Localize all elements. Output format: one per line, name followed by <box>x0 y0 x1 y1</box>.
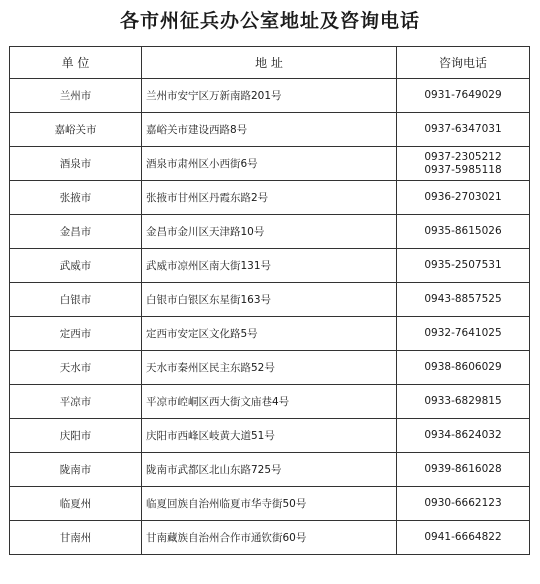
phone-number: 0933-6829815 <box>424 395 502 407</box>
column-header-address: 地 址 <box>142 47 397 79</box>
address-cell: 临夏回族自治州临夏市华寺街50号 <box>142 487 397 521</box>
address-cell: 陇南市武都区北山东路725号 <box>142 453 397 487</box>
phone-number: 0937-5985118 <box>424 163 502 176</box>
phone-number: 0936-2703021 <box>424 191 502 203</box>
page-title: 各市州征兵办公室地址及咨询电话 <box>119 10 420 32</box>
address-cell: 甘南藏族自治州合作市通钦街60号 <box>142 521 397 555</box>
address-cell: 嘉峪关市建设西路8号 <box>142 113 397 147</box>
phone-number: 0937-6347031 <box>424 123 502 135</box>
recruitment-office-table-container <box>9 46 530 555</box>
table-header-row <box>10 47 530 79</box>
address-cell: 兰州市安宁区万新南路201号 <box>142 79 397 113</box>
phone-cell <box>397 453 530 487</box>
phone-cell <box>397 79 530 113</box>
phone-cell <box>397 113 530 147</box>
phone-number: 0939-8616028 <box>424 463 502 475</box>
column-header-unit: 单 位 <box>10 47 142 79</box>
table-row <box>10 419 530 453</box>
phone-cell <box>397 283 530 317</box>
address-cell: 平凉市崆峒区西大街文庙巷4号 <box>142 385 397 419</box>
unit-cell: 定西市 <box>10 317 142 351</box>
table-row <box>10 113 530 147</box>
unit-cell: 白银市 <box>10 283 142 317</box>
address-cell: 武威市凉州区南大街131号 <box>142 249 397 283</box>
address-cell: 庆阳市西峰区岐黄大道51号 <box>142 419 397 453</box>
phone-number: 0934-8624032 <box>424 429 502 441</box>
address-cell: 金昌市金川区天津路10号 <box>142 215 397 249</box>
unit-cell: 陇南市 <box>10 453 142 487</box>
phone-cell <box>397 419 530 453</box>
unit-cell: 庆阳市 <box>10 419 142 453</box>
phone-number: 0935-8615026 <box>424 225 502 237</box>
table-row <box>10 487 530 521</box>
recruitment-office-table <box>9 46 530 555</box>
phone-cell <box>397 521 530 555</box>
phone-number: 0943-8857525 <box>424 293 502 305</box>
table-body <box>10 79 530 555</box>
phone-number: 0932-7641025 <box>424 327 502 339</box>
unit-cell: 临夏州 <box>10 487 142 521</box>
table-row <box>10 453 530 487</box>
unit-cell: 武威市 <box>10 249 142 283</box>
table-row <box>10 521 530 555</box>
unit-cell: 酒泉市 <box>10 147 142 181</box>
phone-number: 0937-2305212 <box>424 150 502 163</box>
table-row <box>10 249 530 283</box>
table-row <box>10 283 530 317</box>
address-cell: 天水市秦州区民主东路52号 <box>142 351 397 385</box>
address-cell: 酒泉市肃州区小西街6号 <box>142 147 397 181</box>
phone-cell <box>397 385 530 419</box>
table-row <box>10 181 530 215</box>
address-cell: 白银市白银区东星街163号 <box>142 283 397 317</box>
phone-number: 0938-8606029 <box>424 361 502 373</box>
phone-cell <box>397 181 530 215</box>
table-row <box>10 385 530 419</box>
table-row <box>10 215 530 249</box>
phone-cell <box>397 215 530 249</box>
table-row <box>10 351 530 385</box>
phone-cell <box>397 351 530 385</box>
address-cell: 定西市安定区文化路5号 <box>142 317 397 351</box>
unit-cell: 嘉峪关市 <box>10 113 142 147</box>
unit-cell: 天水市 <box>10 351 142 385</box>
table-row <box>10 147 530 181</box>
phone-number: 0935-2507531 <box>424 259 502 271</box>
phone-number: 0931-7649029 <box>424 89 502 101</box>
phone-cell <box>397 147 530 181</box>
table-row <box>10 79 530 113</box>
unit-cell: 平凉市 <box>10 385 142 419</box>
unit-cell: 兰州市 <box>10 79 142 113</box>
unit-cell: 张掖市 <box>10 181 142 215</box>
unit-cell: 金昌市 <box>10 215 142 249</box>
table-row <box>10 317 530 351</box>
phone-number: 0930-6662123 <box>424 497 502 509</box>
address-cell: 张掖市甘州区丹霞东路2号 <box>142 181 397 215</box>
phone-cell <box>397 249 530 283</box>
phone-number: 0941-6664822 <box>424 531 502 543</box>
phone-cell <box>397 317 530 351</box>
column-header-phone: 咨询电话 <box>397 47 530 79</box>
phone-cell <box>397 487 530 521</box>
unit-cell: 甘南州 <box>10 521 142 555</box>
